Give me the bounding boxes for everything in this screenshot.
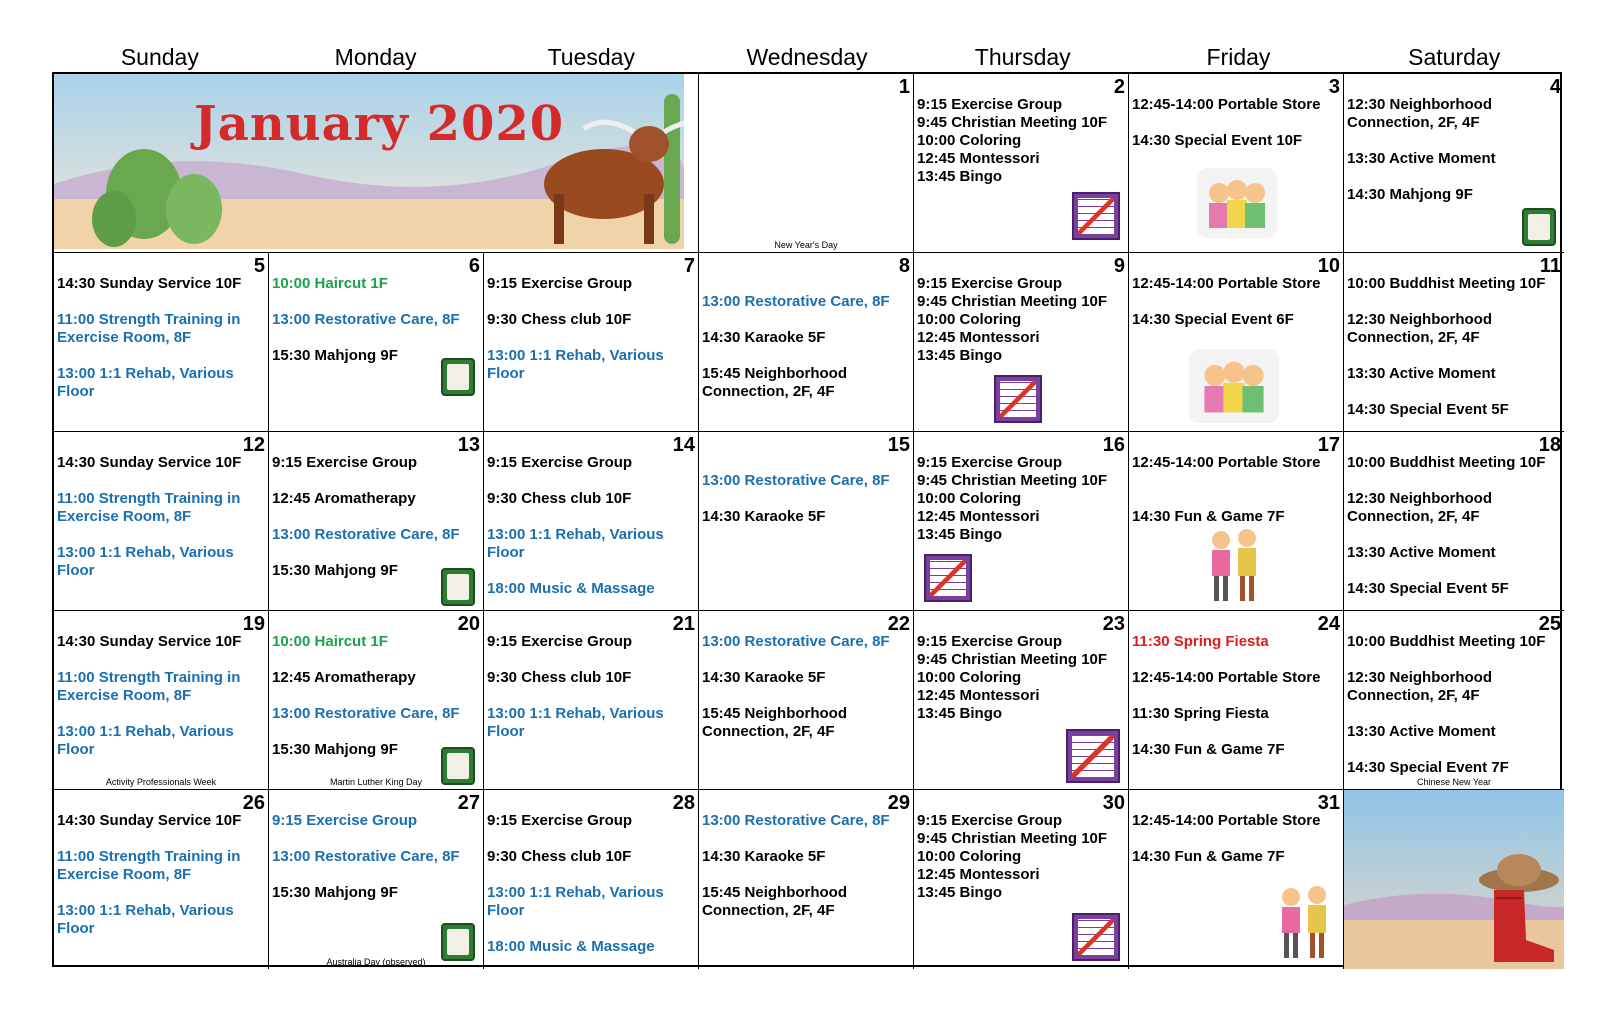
event: 12:30 Neighborhood Connection, 2F, 4F (1347, 96, 1493, 131)
day-cell-29 (699, 790, 914, 969)
event: 12:30 Neighborhood Connection, 2F, 4F (1347, 490, 1493, 525)
day-cell-11 (1344, 253, 1564, 432)
cowboy-boot-icon (1344, 790, 1564, 969)
day-number: 15 (887, 434, 910, 456)
event: 13:00 Restorative Care, 8F (272, 311, 460, 328)
event: 12:45-14:00 Portable Store (1132, 812, 1321, 829)
day-number: 17 (1317, 434, 1340, 456)
event: 10:00 Buddhist Meeting 10F (1347, 633, 1546, 650)
weekday-saturday: Saturday (1408, 44, 1501, 70)
elderly-couple-icon (1199, 526, 1269, 606)
mahjong-tile-icon (1522, 208, 1556, 246)
event: 12:45-14:00 Portable Store (1132, 96, 1321, 113)
event: 12:45-14:00 Portable Store (1132, 454, 1321, 471)
event: 10:00 Coloring (917, 132, 1022, 149)
event: 9:30 Chess club 10F (487, 311, 632, 328)
day-number: 1 (898, 76, 910, 98)
event: 13:00 Restorative Care, 8F (272, 848, 460, 865)
day-number: 13 (457, 434, 480, 456)
day-number: 2 (1113, 76, 1125, 98)
day-number: 11 (1539, 255, 1561, 277)
event: 12:45 Montessori (917, 866, 1040, 883)
event: 13:45 Bingo (917, 168, 1003, 185)
event: 10:00 Haircut 1F (272, 633, 388, 650)
event: 14:30 Sunday Service 10F (57, 633, 242, 650)
day-number: 14 (672, 434, 695, 456)
event: 14:30 Fun & Game 7F (1132, 848, 1285, 865)
day-cell-28 (484, 790, 699, 969)
day-cell-19 (54, 611, 269, 790)
event: 9:15 Exercise Group (272, 454, 418, 471)
day-number: 5 (253, 255, 265, 277)
event: 11:30 Spring Fiesta (1132, 705, 1269, 722)
day-number: 16 (1102, 434, 1125, 456)
event: 10:00 Buddhist Meeting 10F (1347, 454, 1546, 471)
day-number: 25 (1538, 613, 1561, 635)
day-number: 27 (457, 792, 480, 814)
event: 15:30 Mahjong 9F (272, 884, 398, 901)
day-number: 7 (683, 255, 695, 277)
singers-icon (1189, 349, 1279, 423)
event: 10:00 Coloring (917, 848, 1022, 865)
event: 15:45 Neighborhood Connection, 2F, 4F (702, 884, 848, 919)
event: 10:00 Coloring (917, 311, 1022, 328)
event: 13:30 Active Moment (1347, 544, 1496, 561)
event: 13:00 Restorative Care, 8F (702, 633, 890, 650)
event: 14:30 Karaoke 5F (702, 329, 826, 346)
weekday-friday: Friday (1206, 44, 1271, 70)
event: 10:00 Buddhist Meeting 10F (1347, 275, 1546, 292)
event: 15:30 Mahjong 9F (272, 347, 398, 364)
mahjong-tile-icon (441, 568, 475, 606)
day-number: 22 (887, 613, 910, 635)
day-cell-21 (484, 611, 699, 790)
day-number: 18 (1538, 434, 1561, 456)
event: 13:00 1:1 Rehab, Various Floor (487, 526, 664, 561)
day-cell-14 (484, 432, 699, 611)
event: 9:15 Exercise Group (917, 633, 1063, 650)
mahjong-tile-icon (441, 358, 475, 396)
holiday-label: Activity Professionals Week (105, 777, 217, 787)
event: 18:00 Music & Massage (487, 580, 655, 597)
day-cell-26 (54, 790, 269, 969)
bingo-card-icon (1066, 729, 1120, 783)
day-cell-9 (914, 253, 1129, 432)
day-cell-24 (1129, 611, 1344, 790)
event: 9:30 Chess club 10F (487, 848, 632, 865)
event: 13:00 1:1 Rehab, Various Floor (487, 884, 664, 919)
event: 9:15 Exercise Group (487, 633, 633, 650)
event: 14:30 Special Event 5F (1347, 401, 1509, 418)
event: 15:45 Neighborhood Connection, 2F, 4F (702, 705, 848, 740)
day-number: 21 (672, 613, 695, 635)
weekday-tuesday: Tuesday (547, 44, 635, 70)
day-cell-23 (914, 611, 1129, 790)
weekday-monday: Monday (334, 44, 417, 70)
day-cell-30 (914, 790, 1129, 969)
event: 9:45 Christian Meeting 10F (917, 830, 1108, 847)
day-cell-13 (269, 432, 484, 611)
event: 14:30 Karaoke 5F (702, 848, 826, 865)
bingo-card-icon (994, 375, 1042, 423)
day-cell-4 (1344, 74, 1564, 253)
day-cell-6 (269, 253, 484, 432)
day-number: 29 (887, 792, 910, 814)
day-number: 20 (457, 613, 480, 635)
holiday-label: Australia Day (observed) (326, 957, 426, 967)
event: 9:15 Exercise Group (917, 454, 1063, 471)
event: 14:30 Sunday Service 10F (57, 812, 242, 829)
event: 11:00 Strength Training in Exercise Room, 8F (57, 848, 241, 883)
calendar-grid (52, 72, 1562, 967)
day-number: 31 (1317, 792, 1340, 814)
event: 14:30 Fun & Game 7F (1132, 741, 1285, 758)
event: 10:00 Coloring (917, 490, 1022, 507)
day-number: 10 (1317, 255, 1340, 277)
day-number: 19 (242, 613, 265, 635)
day-cell-8 (699, 253, 914, 432)
event: 11:30 Spring Fiesta (1132, 633, 1269, 650)
event: 12:45 Montessori (917, 329, 1040, 346)
event: 14:30 Special Event 7F (1347, 759, 1509, 776)
event: 13:00 Restorative Care, 8F (702, 472, 890, 489)
day-cell-2 (914, 74, 1129, 253)
event: 13:00 1:1 Rehab, Various Floor (487, 705, 664, 740)
day-cell-16 (914, 432, 1129, 611)
event: 9:30 Chess club 10F (487, 490, 632, 507)
event: 12:45 Montessori (917, 150, 1040, 167)
day-cell-3 (1129, 74, 1344, 253)
event: 13:45 Bingo (917, 705, 1003, 722)
mahjong-tile-icon (441, 923, 475, 961)
event: 13:45 Bingo (917, 884, 1003, 901)
day-cell-27 (269, 790, 484, 969)
event: 12:45 Montessori (917, 508, 1040, 525)
event: 13:45 Bingo (917, 526, 1003, 543)
event: 9:15 Exercise Group (917, 275, 1063, 292)
event: 9:15 Exercise Group (917, 96, 1063, 113)
event: 12:45 Aromatherapy (272, 669, 416, 686)
event: 12:45 Montessori (917, 687, 1040, 704)
day-number: 9 (1113, 255, 1125, 277)
event: 14:30 Special Event 6F (1132, 311, 1294, 328)
weekday-sunday: Sunday (120, 44, 199, 70)
event: 13:45 Bingo (917, 347, 1003, 364)
holiday-label: New Year's Day (774, 240, 838, 250)
event: 11:00 Strength Training in Exercise Room, 8F (57, 490, 241, 525)
event: 12:45-14:00 Portable Store (1132, 275, 1321, 292)
event: 11:00 Strength Training in Exercise Room, 8F (57, 311, 241, 346)
event: 13:00 Restorative Care, 8F (702, 293, 890, 310)
event: 9:15 Exercise Group (272, 812, 418, 829)
event: 14:30 Fun & Game 7F (1132, 508, 1285, 525)
month-title: January 2020 (194, 96, 565, 152)
singers-icon (1197, 168, 1277, 238)
day-cell-22 (699, 611, 914, 790)
month-banner (54, 74, 699, 253)
weekday-thursday: Thursday (974, 44, 1071, 70)
day-cell-18 (1344, 432, 1564, 611)
holiday-label: Chinese New Year (1416, 777, 1492, 787)
elderly-couple-icon (1269, 883, 1339, 963)
event: 18:00 Music & Massage (487, 938, 655, 955)
day-cell-12 (54, 432, 269, 611)
event: 13:00 1:1 Rehab, Various Floor (57, 544, 234, 579)
event: 15:30 Mahjong 9F (272, 741, 398, 758)
event: 9:15 Exercise Group (487, 454, 633, 471)
event: 12:30 Neighborhood Connection, 2F, 4F (1347, 311, 1493, 346)
event: 13:00 Restorative Care, 8F (272, 705, 460, 722)
event: 13:00 1:1 Rehab, Various Floor (57, 365, 234, 400)
event: 14:30 Special Event 10F (1132, 132, 1303, 149)
event: 13:30 Active Moment (1347, 150, 1496, 167)
event: 12:45 Aromatherapy (272, 490, 416, 507)
event: 9:45 Christian Meeting 10F (917, 114, 1108, 131)
day-number: 28 (672, 792, 695, 814)
day-cell-10 (1129, 253, 1344, 432)
day-cell-15 (699, 432, 914, 611)
day-number: 8 (898, 255, 910, 277)
event: 13:00 Restorative Care, 8F (702, 812, 890, 829)
day-number: 23 (1102, 613, 1125, 635)
day-number: 30 (1102, 792, 1125, 814)
event: 14:30 Sunday Service 10F (57, 454, 242, 471)
event: 14:30 Karaoke 5F (702, 669, 826, 686)
cowboy-boot-cell (1344, 790, 1564, 969)
day-number: 4 (1549, 76, 1561, 98)
event: 9:15 Exercise Group (917, 812, 1063, 829)
event: 15:45 Neighborhood Connection, 2F, 4F (702, 365, 848, 400)
day-cell-25 (1344, 611, 1564, 790)
bingo-card-icon (1072, 913, 1120, 961)
day-cell-1 (699, 74, 914, 253)
event: 12:45-14:00 Portable Store (1132, 669, 1321, 686)
event: 13:00 1:1 Rehab, Various Floor (487, 347, 664, 382)
weekday-wednesday: Wednesday (746, 44, 868, 70)
day-cell-7 (484, 253, 699, 432)
event: 9:45 Christian Meeting 10F (917, 651, 1108, 668)
event: 12:30 Neighborhood Connection, 2F, 4F (1347, 669, 1493, 704)
event: 14:30 Mahjong 9F (1347, 186, 1473, 203)
bingo-card-icon (1072, 192, 1120, 240)
event: 9:30 Chess club 10F (487, 669, 632, 686)
day-cell-17 (1129, 432, 1344, 611)
event: 9:45 Christian Meeting 10F (917, 472, 1108, 489)
event: 13:00 1:1 Rehab, Various Floor (57, 723, 234, 758)
event: 13:00 Restorative Care, 8F (272, 526, 460, 543)
day-number: 26 (242, 792, 265, 814)
event: 9:15 Exercise Group (487, 812, 633, 829)
event: 14:30 Sunday Service 10F (57, 275, 242, 292)
event: 13:30 Active Moment (1347, 723, 1496, 740)
day-cell-31 (1129, 790, 1344, 969)
event: 11:00 Strength Training in Exercise Room, 8F (57, 669, 241, 704)
holiday-label: Martin Luther King Day (329, 777, 423, 787)
event: 13:00 1:1 Rehab, Various Floor (57, 902, 234, 937)
event: 13:30 Active Moment (1347, 365, 1496, 382)
event: 14:30 Special Event 5F (1347, 580, 1509, 597)
weekday-header (52, 42, 1562, 72)
event: 9:45 Christian Meeting 10F (917, 293, 1108, 310)
day-number: 12 (242, 434, 265, 456)
event: 10:00 Coloring (917, 669, 1022, 686)
day-number: 24 (1317, 613, 1340, 635)
day-number: 3 (1328, 76, 1340, 98)
event: 14:30 Karaoke 5F (702, 508, 826, 525)
day-cell-5 (54, 253, 269, 432)
day-number: 6 (468, 255, 480, 277)
event: 9:15 Exercise Group (487, 275, 633, 292)
event: 10:00 Haircut 1F (272, 275, 388, 292)
bingo-card-icon (924, 554, 972, 602)
day-cell-20 (269, 611, 484, 790)
event: 15:30 Mahjong 9F (272, 562, 398, 579)
